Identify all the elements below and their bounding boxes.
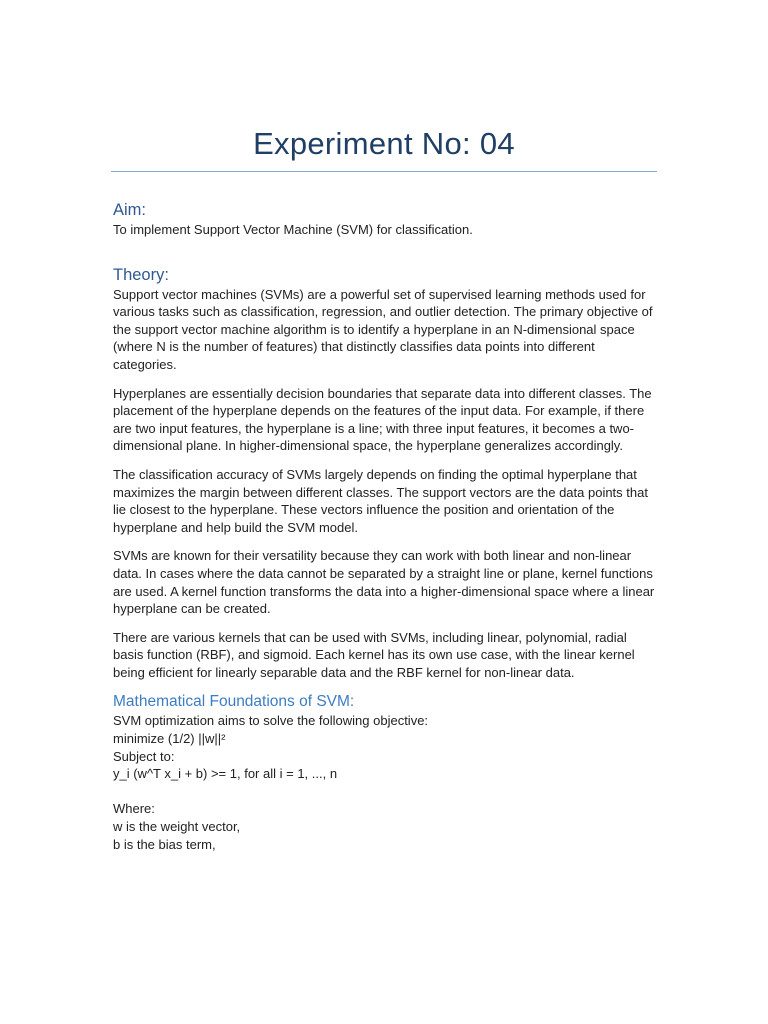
theory-paragraph: The classification accuracy of SVMs largely depends on finding the optimal hyperplane that maximizes the margin between different classes. The support vectors are the data points that lie closest to the hyperplane. These vectors influence the position and orientation of the hyperplane and help build the SVM model. [113,466,648,535]
math-constraint: y_i (w^T x_i + b) >= 1, for all i = 1, ..., n [113,766,338,782]
theory-heading: Theory: [113,265,169,284]
document-title: Experiment No: 04 [253,126,515,161]
math-formula: minimize (1/2) ||w||² [113,731,226,747]
title-divider [111,171,657,172]
theory-paragraph: Support vector machines (SVMs) are a powerful set of supervised learning methods used for various tasks such as classification, regression, and outlier detection. The primary objective of the support vector machine algorithm is to identify a hyperplane in an N-dimensional space (where N is the number of features) that distinctly classifies data points into different categories. [113,286,653,372]
theory-paragraph: Hyperplanes are essentially decision boundaries that separate data into different classes. The placement of the hyperplane depends on the features of the input data. For example, if there are two input features, the hyperplane is a line; with three input features, it becomes a two-dimensional plane. In higher-dimensional space, the hyperplane generalizes accordingly. [113,385,652,454]
math-line: b is the bias term, [113,836,216,852]
math-line: Where: [113,801,155,817]
aim-text: To implement Support Vector Machine (SVM) for classification. [113,222,473,237]
math-heading: Mathematical Foundations of SVM: [113,693,355,711]
aim-section [113,199,659,239]
theory-section [113,264,659,682]
math-line: w is the weight vector, [113,819,241,835]
document-body [113,199,659,853]
theory-paragraph: There are various kernels that can be used with SVMs, including linear, polynomial, radial basis function (RBF), and sigmoid. Each kernel has its own use case, with the linear kernel being efficient for linearly separable data and the RBF kernel for non-linear data. [113,629,635,680]
math-line: Subject to: [113,748,175,764]
math-line: SVM optimization aims to solve the following objective: [113,713,429,729]
theory-paragraph: SVMs are known for their versatility because they can work with both linear and non-linear data. In cases where the data cannot be separated by a straight line or plane, kernel functions are used. A kernel function transforms the data into a higher-dimensional space where a linear hyperplane can be created. [113,548,655,617]
blank-line [113,783,659,801]
math-section [113,692,659,853]
aim-heading: Aim: [113,201,146,219]
